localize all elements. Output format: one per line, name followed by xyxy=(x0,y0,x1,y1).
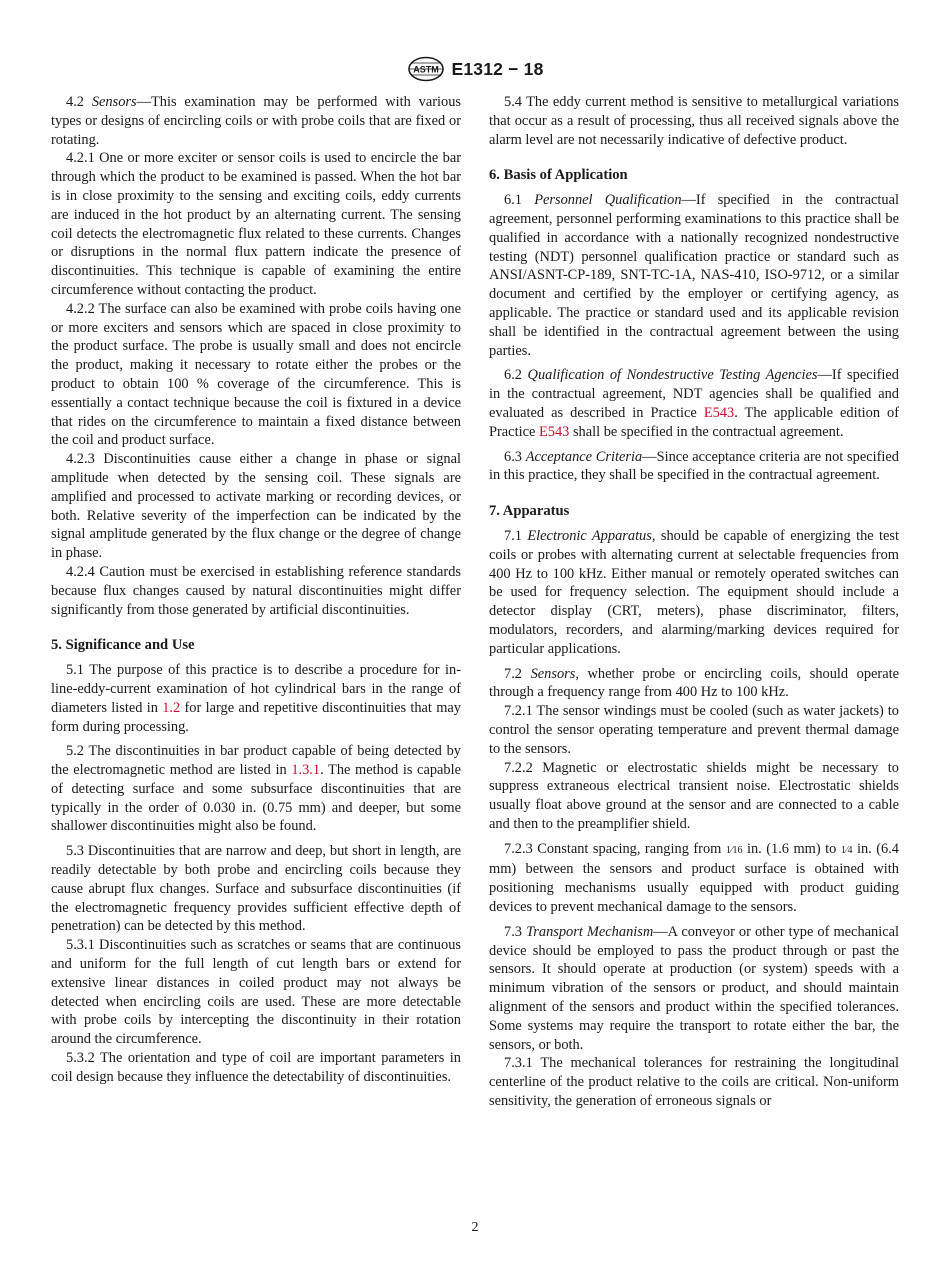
section-5-3-1: 5.3.1 Discontinuities such as scratches or seams that are continuous and uniform for the full length of cut length bars or extend for extensive linear distances in coiled product may not always be detected when encircling coils are used. These are more detectable with probe coils by intercepting the discontinuity in their rotation around the circumference. xyxy=(51,937,461,1048)
section-6-3: 6.3 Acceptance Criteria—Since acceptance criteria are not specified in this practice, they shall be specified in the contractual agreement. xyxy=(489,448,899,484)
section-7-1: 7.1 Electronic Apparatus, should be capable of energizing the test coils or probes with alternating current at selectable frequencies from 400 Hz to 100 kHz. Either manual or remotely operated switches can be used for frequency selection. The equipment should include a detector display (CRT, meters), phase discriminator, filters, modulators, recorders, and alarming/marking devices required for particular applications. xyxy=(489,527,900,657)
left-column xyxy=(51,93,461,1087)
ref-1-2-link[interactable]: 1.2 xyxy=(162,699,181,716)
ref-e543-link-2[interactable]: E543 xyxy=(538,423,570,440)
section-5-1: 5.1 The purpose of this practice is to describe a procedure for in-line-eddy-current examination of hot cylindrical bars in the range of diameters listed in 1.2 for large and repetitive discontinuities that may form during processing. xyxy=(51,662,462,735)
section-6-2: 6.2 Qualification of Nondestructive Testing Agencies—If specified in the contractual agreement, NDT agencies shall be qualified and evaluated as described in Practice E543. The applicable edition of Practice E543 shall be specified in the contractual agreement. xyxy=(489,367,900,440)
section-4-2-4: 4.2.4 Caution must be exercised in establishing reference standards because flux changes caused by natural discontinuities might differ significantly from those generated by artificial discontinuities. xyxy=(51,563,461,618)
page-header xyxy=(0,54,950,84)
section-7-2-3: 7.2.3 Constant spacing, ranging from 1⁄16 in. (1.6 mm) to 1⁄4 in. (6.4 mm) between the sensors and product surface is obtained with positioning mechanisms usually equipped with product guiding devices to prevent mechanical damage to the sensors. xyxy=(489,840,899,916)
astm-logo xyxy=(406,56,446,82)
heading-section-5: 5. Significance and Use xyxy=(51,637,195,654)
section-7-2-1: 7.2.1 The sensor windings must be cooled (such as water jackets) to control the sensor operating temperature and prevent thermal damage to the sensors. xyxy=(489,703,899,757)
section-6-1: 6.1 Personnel Qualification—If specified in the contractual agreement, personnel performing examinations to this practice shall be qualified in accordance with a nationally recognized nondestructive testing (NDT) personnel qualification practice or standard such as ANSI/ASNT-CP-189, SNT-TC-1A, NAS-410, ISO-9712, or a similar document and certified by the employer or certifying agency, as applicable. The practice or standard used and its applicable revision shall be identified in the contractual agreement between the using parties. xyxy=(489,192,899,359)
section-4-2: 4.2 Sensors—This examination may be performed with various types or designs of encircling coils or with probe coils that are fixed or rotating. xyxy=(51,94,461,148)
section-5-4: 5.4 The eddy current method is sensitive to metallurgical variations that occur as a result of processing, thus all received signals above the alarm level are not necessarily indicative of defective product. xyxy=(489,94,899,148)
ref-e543-link[interactable]: E543 xyxy=(703,404,735,421)
right-column xyxy=(489,93,899,1111)
ref-1-3-1-link[interactable]: 1.3.1 xyxy=(291,762,321,779)
section-7-2: 7.2 Sensors, whether probe or encircling coils, should operate through a frequency range from 400 Hz to 100 kHz. xyxy=(489,665,899,701)
section-5-3-2: 5.3.2 The orientation and type of coil are important parameters in coil design because they influence the detectability of discontinuities. xyxy=(51,1050,461,1085)
astm-logo-text: ASTM xyxy=(413,64,440,75)
heading-section-6: 6. Basis of Application xyxy=(489,167,628,184)
section-7-3-1: 7.3.1 The mechanical tolerances for restraining the longitudinal centerline of the product relative to the coils are critical. Non-uniform sensitivity, the generation of erroneous signals or xyxy=(489,1055,899,1110)
document-designation: E1312 − 18 xyxy=(451,58,544,79)
section-7-2-2: 7.2.2 Magnetic or electrostatic shields might be necessary to suppress extraneous electrical transient noise. Electrostatic shields usually float above ground at the sensor and are connected to a cable and then to the preamplifier shield. xyxy=(489,759,899,832)
section-4-2-3: 4.2.3 Discontinuities cause either a change in phase or signal amplitude when detected by the sensing coil. These signals are amplified and processed to activate marking or recording devices, or both. Relative severity of the imperfection can be indicated by the signal amplitude generated by the flux change or the degree of change in phase. xyxy=(51,451,461,562)
section-5-3: 5.3 Discontinuities that are narrow and deep, but short in length, are readily detectable by both probe and encircling coils because they cause abrupt flux changes. Surface and subsurface discontinuities (if the electromagnetic frequency provides sufficient effective depth of penetration) can be detected by this method. xyxy=(51,843,461,935)
section-7-3: 7.3 Transport Mechanism—A conveyor or other type of mechanical device should be employed to pass the product through or past the sensors. It should operate at production (or system) speeds with a minimum vibration of the sensors or product, and should maintain alignment of the sensors and product within the specified tolerances. Some systems may require the transport to rotate either the bar, the sensors, or both. xyxy=(489,923,899,1053)
page-number: 2 xyxy=(471,1220,479,1235)
section-5-2: 5.2 The discontinuities in bar product capable of being detected by the electromagnetic method are listed in 1.3.1. The method is capable of detecting surface and some subsurface discontinuities that are typically in the order of 0.030 in. (0.75 mm) and deeper, but some shallower discontinuities might also be found. xyxy=(51,743,461,835)
section-4-2-2: 4.2.2 The surface can also be examined with probe coils having one or more exciters and sensors which are spaced in close proximity to the product surface. The probe is usually small and does not encircle the product, making it necessary to rotate either the probes or the product to obtain 100 % coverage of the circumference. This is essentially a contact technique because the coil is fixtured in a device that rides on the circumference to maintain a fixed distance between the coil and product surface. xyxy=(51,300,461,449)
heading-section-7: 7. Apparatus xyxy=(489,503,570,520)
section-4-2-1: 4.2.1 One or more exciter or sensor coils is used to encircle the bar through which the product to be examined is passed. When the hot bar is in close proximity to the sensing and exciting coils, eddy currents are induced in the hot product by an alternating current. The sensing coil detects the electromagnetic flux related to these currents. Changes or disruptions in the normal flux pattern indicate the presence of discontinuities. This technique is capable of examining the entire circumference without contacting the product. xyxy=(51,150,461,298)
